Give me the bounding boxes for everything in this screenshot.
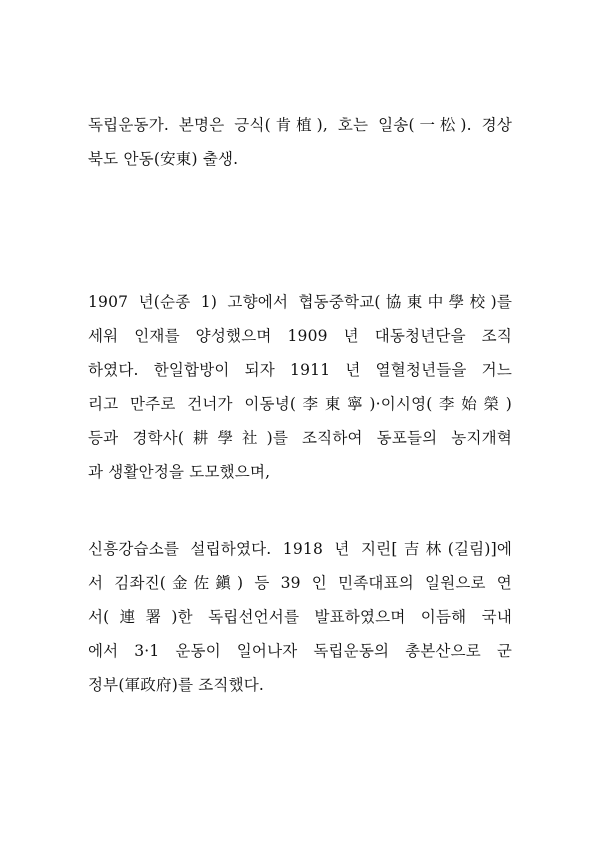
paragraph-later-activities (88, 532, 512, 702)
paragraph-intro (88, 108, 512, 176)
text-line: 서 김좌진(金佐鎭) 등 39 인 민족대표의 일원으로 연 (88, 574, 512, 592)
text-line: 독립운동가. 본명은 긍식(肯植), 호는 일송(一松). 경상 (88, 116, 512, 134)
text-line: 정부(軍政府)를 조직했다. (88, 676, 265, 694)
text-line: 하였다. 한일합방이 되자 1911 년 열혈청년들을 거느 (88, 361, 512, 379)
text-line: 과 생활안정을 도모했으며, (88, 463, 271, 481)
text-line: 세워 인재를 양성했으며 1909 년 대동청년단을 조직 (88, 327, 512, 345)
text-line: 등과 경학사(耕學社)를 조직하여 동포들의 농지개혁 (88, 429, 512, 447)
text-line: 북도 안동(安東) 출생. (88, 150, 239, 168)
text-line: 리고 만주로 건너가 이동녕(李東寧)·이시영(李始榮) (88, 395, 512, 413)
text-line: 신흥강습소를 설립하였다. 1918 년 지린[吉林(길림)]에 (88, 540, 512, 558)
text-line: 에서 3·1 운동이 일어나자 독립운동의 총본산으로 군 (88, 642, 512, 660)
text-line: 1907 년(순종 1) 고향에서 협동중학교(協東中學校)를 (88, 293, 512, 311)
text-line: 서(連署)한 독립선언서를 발표하였으며 이듬해 국내 (88, 608, 512, 626)
paragraph-early-activities (88, 285, 512, 489)
